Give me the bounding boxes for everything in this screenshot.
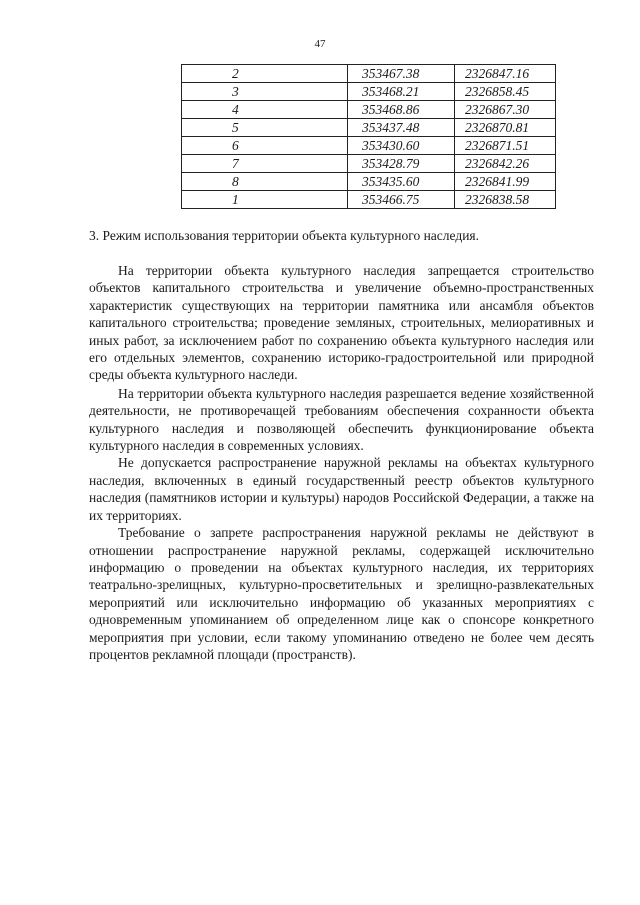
- x-coordinate-cell: 353430.60: [348, 137, 455, 155]
- point-number-cell: 1: [182, 191, 348, 209]
- x-coordinate-cell: 353437.48: [348, 119, 455, 137]
- y-coordinate-cell: 2326870.81: [455, 119, 556, 137]
- paragraph-permitted-activity: На территории объекта культурного наследия разрешается ведение хозяйственной деятельности, не противоречащей требованиям обеспечения сохранности объекта культурного наследия и позволяющей обеспечить функционирование объекта культурного наследия в современных условиях.: [89, 385, 594, 454]
- table-row: [182, 83, 556, 101]
- y-coordinate-cell: 2326867.30: [455, 101, 556, 119]
- point-number-cell: 8: [182, 173, 348, 191]
- table-row: [182, 191, 556, 209]
- y-coordinate-cell: 2326858.45: [455, 83, 556, 101]
- paragraph-advertising-ban: Не допускается распространение наружной рекламы на объектах культурного наследия, включенных в единый государственный реестр объектов культурного наследия (памятников истории и культуры) народов Российской Федерации, а также на их территориях.: [89, 455, 594, 523]
- point-number-cell: 3: [182, 83, 348, 101]
- x-coordinate-cell: 353468.86: [348, 101, 455, 119]
- y-coordinate-cell: 2326841.99: [455, 173, 556, 191]
- y-coordinate-cell: 2326847.16: [455, 65, 556, 83]
- table-row: [182, 119, 556, 137]
- x-coordinate-cell: 353435.60: [348, 173, 455, 191]
- section-heading: 3. Режим использования территории объекта культурного наследия.: [89, 228, 480, 243]
- page-number: 47: [314, 38, 326, 50]
- point-number-cell: 6: [182, 137, 348, 155]
- y-coordinate-cell: 2326842.26: [455, 155, 556, 173]
- x-coordinate-cell: 353468.21: [348, 83, 455, 101]
- table-row: [182, 65, 556, 83]
- x-coordinate-cell: 353467.38: [348, 65, 455, 83]
- table-row: [182, 155, 556, 173]
- table-row: [182, 137, 556, 155]
- paragraph-prohibitions: На территории объекта культурного наследия запрещается строительство объектов капитального строительства и увеличение объемно-пространственных характеристик существующих на территории памятника или ансамбля объектов капитального строительства; проведение земляных, строительных, мелиоративных и иных работ, за исключением работ по сохранению объекта культурного наследия или его отдельных элементов, сохранению историко-градостроительной или природной среды объекта культурного наследи.: [89, 263, 594, 383]
- table-row: [182, 173, 556, 191]
- table-row: [182, 101, 556, 119]
- point-number-cell: 4: [182, 101, 348, 119]
- body-text: [89, 262, 594, 663]
- y-coordinate-cell: 2326871.51: [455, 137, 556, 155]
- x-coordinate-cell: 353466.75: [348, 191, 455, 209]
- coordinates-table: [181, 64, 556, 209]
- point-number-cell: 5: [182, 119, 348, 137]
- paragraph-advertising-exception: Требование о запрете распространения наружной рекламы не действуют в отношении распространение наружной рекламы, содержащей исключительно информацию о проведении на объектах культурного наследия, их территориях театрально-зрелищных, культурно-просветительных и зрелищно-развлекательных мероприятий или исключительно информацию об указанных мероприятиях с одновременным упоминанием об определенном лице как о спонсоре конкретного мероприятия при условии, если такому упоминанию отведено не более чем десять процентов рекламной площади (пространств).: [89, 525, 594, 662]
- point-number-cell: 7: [182, 155, 348, 173]
- x-coordinate-cell: 353428.79: [348, 155, 455, 173]
- y-coordinate-cell: 2326838.58: [455, 191, 556, 209]
- point-number-cell: 2: [182, 65, 348, 83]
